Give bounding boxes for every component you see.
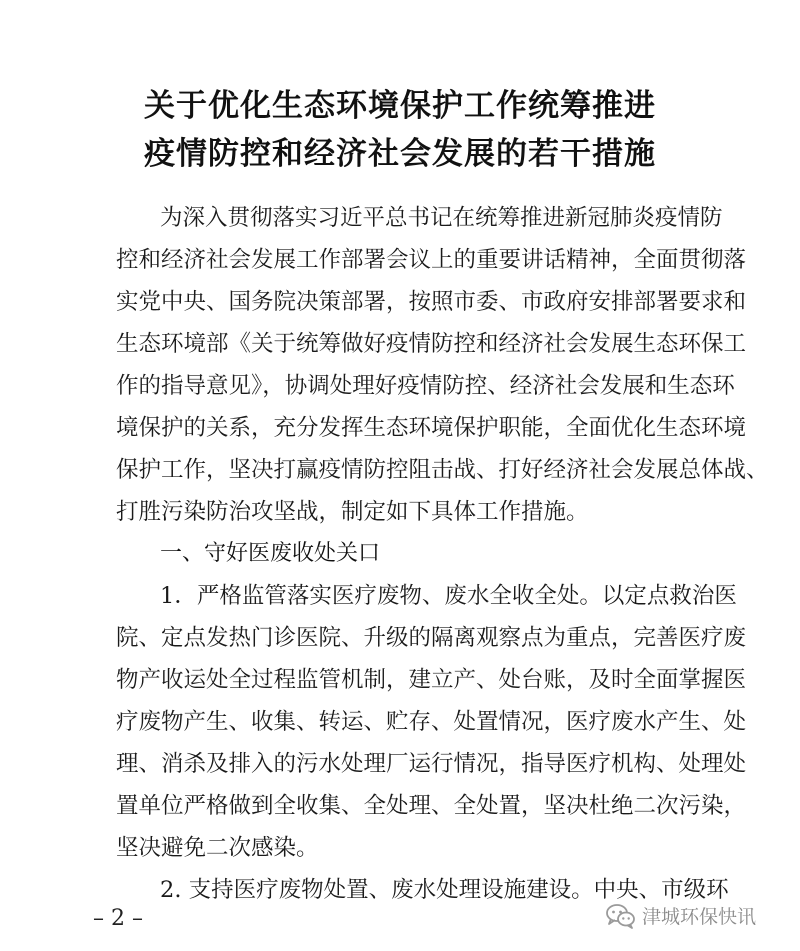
paragraph-line: 理、消杀及排入的污水处理厂运行情况，指导医疗机构、处理处 [116, 751, 747, 777]
paragraph-line: 坚决避免二次感染。 [116, 835, 319, 861]
watermark [606, 902, 756, 929]
document-title-line-2: 疫情防控和经济社会发展的若干措施 [144, 136, 656, 172]
paragraph-line: 打胜污染防治攻坚战，制定如下具体工作措施。 [116, 499, 589, 525]
paragraph-line: 物产收运处全过程监管机制，建立产、处台账，及时全面掌握医 [116, 667, 747, 693]
paragraph-line: 院、定点发热门诊医院、升级的隔离观察点为重点，完善医疗废 [116, 625, 747, 651]
section-heading: 一、守好医废收处关口 [160, 541, 381, 566]
paragraph-line: 1．严格监管落实医疗废物、废水全收全处。以定点救治医 [160, 583, 737, 609]
paragraph-line: 控和经济社会发展工作部署会议上的重要讲话精神，全面贯彻落 [116, 247, 747, 273]
paragraph-line: 生态环境部《关于统筹做好疫情防控和经济社会发展生态环保工 [116, 331, 747, 357]
paragraph-line: 实党中央、国务院决策部署，按照市委、市政府安排部署要求和 [116, 289, 747, 315]
paragraph-line: 作的指导意见》，协调处理好疫情防控、经济社会发展和生态环 [116, 373, 735, 399]
page-number: – 2 – [93, 906, 143, 931]
paragraph-line: 为深入贯彻落实习近平总书记在统筹推进新冠肺炎疫情防 [160, 205, 723, 231]
document-title-line-1: 关于优化生态环境保护工作统筹推进 [144, 88, 656, 124]
wechat-icon [606, 903, 636, 929]
paragraph-line: 疗废物产生、收集、转运、贮存、处置情况，医疗废水产生、处 [116, 709, 747, 735]
paragraph-line: 境保护的关系，充分发挥生态环境保护职能，全面优化生态环境 [116, 415, 747, 441]
watermark-text: 津城环保快讯 [642, 906, 757, 928]
paragraph-line: 2. 支持医疗废物处置、废水处理设施建设。中央、市级环 [160, 877, 729, 903]
paragraph-line: 置单位严格做到全收集、全处理、全处置，坚决杜绝二次污染， [116, 793, 747, 819]
paragraph-line: 保护工作，坚决打赢疫情防控阻击战、打好经济社会发展总体战、 [116, 457, 769, 483]
